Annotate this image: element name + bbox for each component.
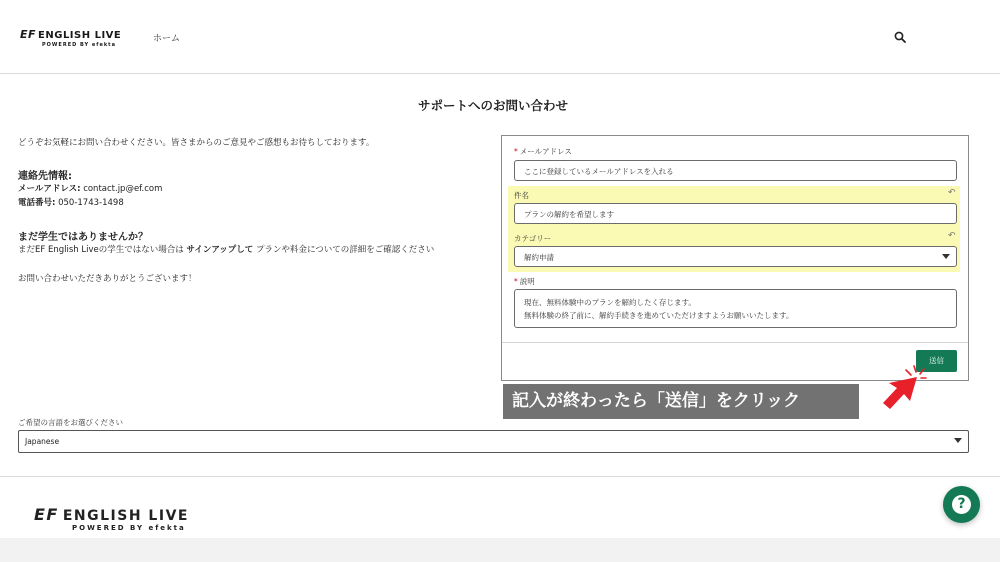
description-line: 無料体験の終了前に、解約手続きを進めていただけますようお願いいたします。 [524, 311, 794, 320]
subject-field[interactable]: プランの解約を希望します [514, 203, 957, 224]
footer-logo-text: ENGLISH LIVE [62, 508, 189, 524]
footer-logo-wordmark [34, 505, 189, 524]
help-button[interactable] [943, 486, 980, 523]
logo-wordmark [20, 28, 121, 41]
description-line: 現在、無料体験中のプランを解約したく存じます。 [524, 298, 696, 307]
required-marker: * [514, 147, 518, 156]
instruction-callout: 記入が終わったら「送信」をクリック [503, 384, 859, 419]
phone-row [18, 196, 488, 210]
subject-field-label: 件名 [514, 191, 529, 200]
language-label: ご希望の言語をお選びください [18, 418, 123, 427]
hand-pointer-icon [876, 360, 932, 412]
required-marker: * [514, 277, 518, 286]
email-row [18, 182, 488, 196]
submit-button[interactable]: 送信 [916, 350, 957, 372]
intro-text: どうぞお気軽にお問い合わせください。皆さまからのご意見やご感想もお待ちしております。 [18, 138, 375, 148]
search-icon[interactable] [894, 31, 906, 43]
form-divider [502, 342, 968, 343]
signup-link[interactable]: サインアップして [186, 245, 254, 255]
student-text-post: プランや料金についての詳細をご確認ください [255, 245, 435, 255]
footer-logo-ef: EF [34, 505, 59, 524]
page-title: サポートへのお問い合わせ [417, 98, 568, 113]
thanks-text: お問い合わせいただきありがとうございます！ [18, 274, 197, 284]
email-field-label [514, 146, 572, 157]
nav-home-link[interactable]: ホーム [153, 34, 181, 44]
caret-down-icon [942, 254, 950, 259]
caret-down-icon [954, 438, 962, 443]
footer-divider [0, 476, 1000, 477]
contact-info [18, 137, 488, 285]
question-icon: ? [952, 495, 971, 514]
language-value: Japanese [25, 437, 60, 446]
phone-label: 電話番号: [18, 198, 56, 208]
english-live-logo[interactable] [20, 28, 121, 48]
site-header [0, 0, 1000, 74]
student-text [18, 243, 488, 257]
logo-text: ENGLISH LIVE [38, 30, 122, 41]
description-field-label [514, 276, 535, 287]
student-heading: まだ学生ではありませんか？ [18, 232, 148, 243]
description-textarea[interactable] [514, 289, 957, 328]
footer-logo-powered-by: POWERED BY efekta [72, 524, 186, 532]
phone-value: 050-1743-1498 [58, 198, 124, 208]
email-field-label-text: メールアドレス [519, 147, 572, 156]
description-field-label-text: 説明 [519, 277, 535, 286]
bottom-bar [0, 538, 1000, 562]
category-value: 解約申請 [524, 253, 554, 262]
email-value[interactable]: contact.jp@ef.com [83, 184, 163, 194]
undo-icon[interactable]: ↶ [948, 231, 956, 241]
student-text-pre: まだEF English Liveの学生ではない場合は [18, 245, 184, 255]
logo-powered-by: POWERED BY efekta [42, 42, 116, 48]
support-form [501, 135, 969, 381]
logo-ef: EF [20, 28, 37, 41]
email-label: メールアドレス: [18, 184, 81, 194]
contact-heading: 連絡先情報: [18, 171, 72, 182]
category-field-label: カテゴリー [514, 234, 552, 243]
language-select[interactable] [18, 430, 969, 453]
email-field[interactable]: ここに登録しているメールアドレスを入れる [514, 160, 957, 181]
footer-logo[interactable] [34, 505, 189, 532]
undo-icon[interactable]: ↶ [948, 188, 956, 198]
category-select[interactable] [514, 246, 957, 267]
